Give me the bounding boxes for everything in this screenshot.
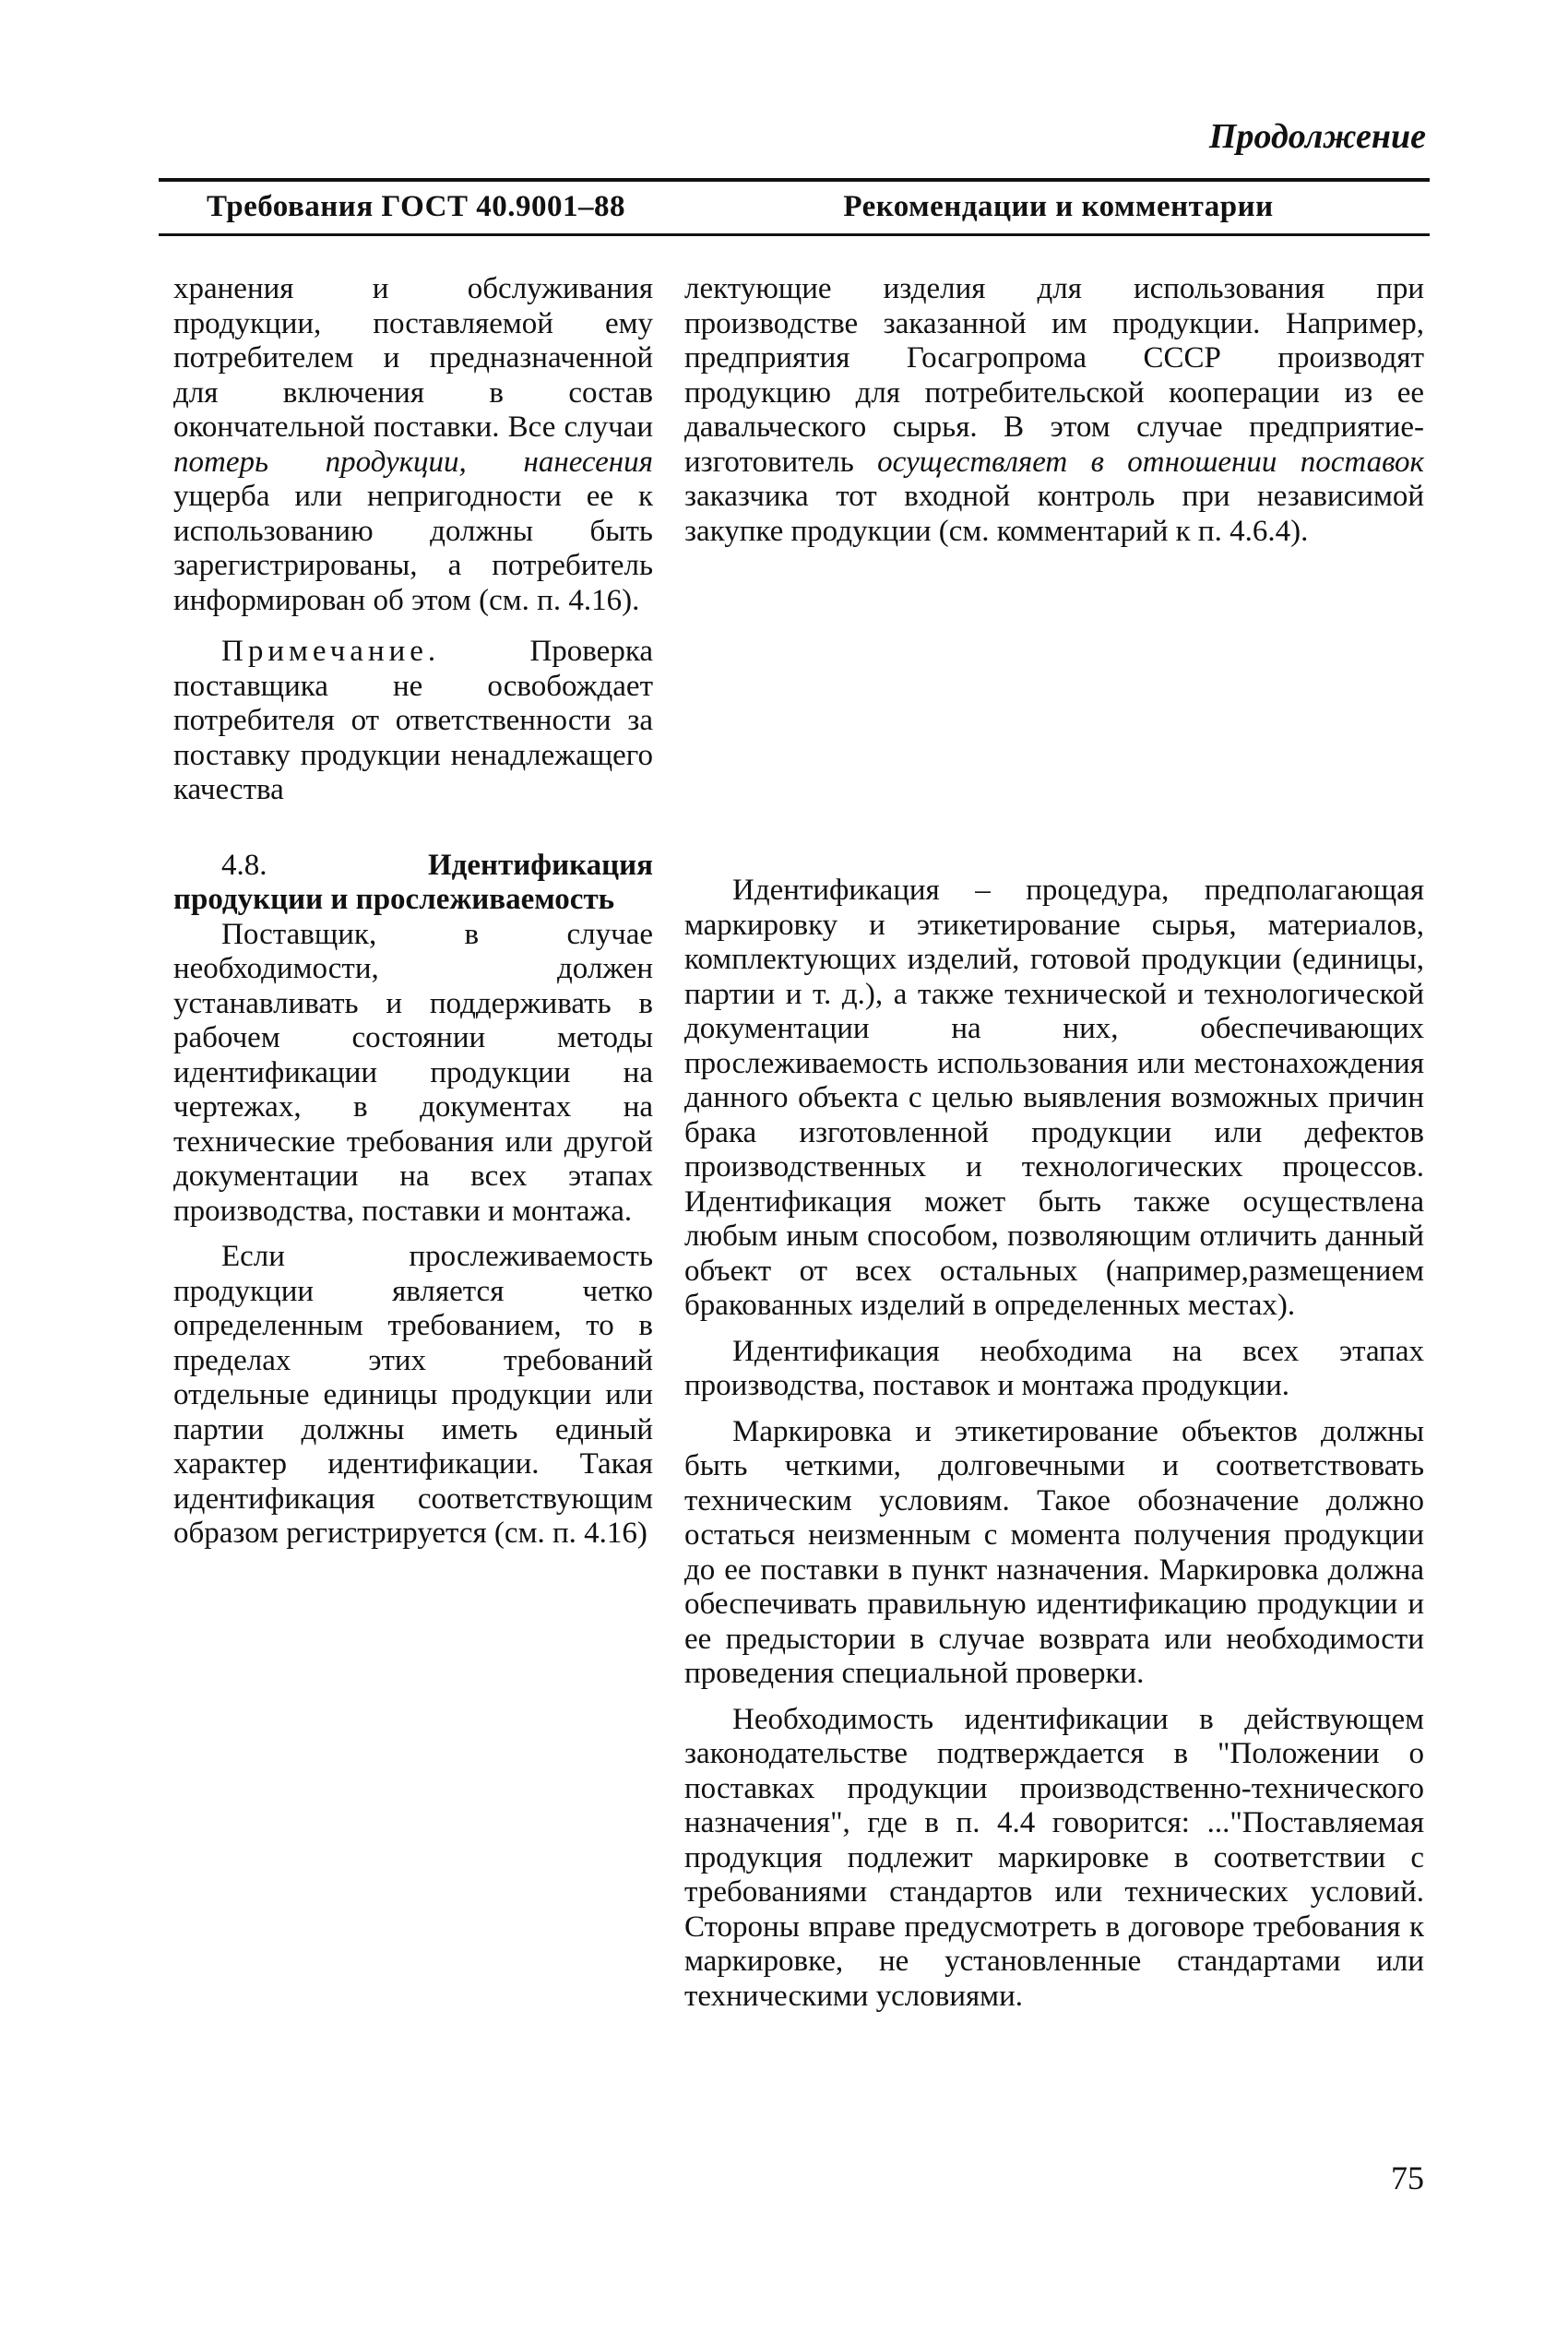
left-paragraph-2: Поставщик, в случае необходимости, должен устанавливать и поддерживать в рабочем состоянии методы идентификации продукции на чертежах, в документах на технические требования или другой документации на всех этапах производства, поставки и монтажа. — [173, 917, 653, 1228]
column-spacer — [684, 549, 1424, 874]
right-paragraph-2: Идентификация – процедура, предполагающая маркировку и этикетирование сырья, материалов, комплектующих изделий, готовой продукции (единицы, партии и т. д.), а также технической и технологической документации на них, обеспечивающих прослеживаемость использования или местонахождения данного объекта с целью выявления возможных причин брака изготовленной продукции или дефектов производственных и технологических процессов. Идентификация может быть также осуществлена любым иным способом, позволяющим отличить данный объект от всех остальных (например,размещением бракованных изделий в определенных местах). — [684, 874, 1424, 1322]
right-column-title: Рекомендации и комментарии — [843, 190, 1274, 223]
left-column-title: Требования ГОСТ 40.9001–88 — [206, 190, 626, 223]
page-number: 75 — [1391, 2159, 1424, 2196]
comments-column — [684, 272, 1424, 2014]
left-paragraph-1-italic: потерь продукции, нанесения — [173, 445, 653, 479]
right-paragraph-4: Маркировка и этикетирование объектов должны быть четкими, долговечными и соответствовать техническим условиям. Такое обозначение должно остаться неизменным с момента получения продукции до ее поставки в пункт назначения. Маркировка должна обеспечивать правильную идентификацию продукции и ее предыстории в случае возврата или необходимости проведения специальной проверки. — [684, 1414, 1424, 1690]
note-text: Проверка поставщика не освобождает потребителя от ответственности за поставку продукции ненадлежащего качества — [173, 635, 653, 806]
header-bottom-rule — [159, 233, 1430, 236]
section-title: Идентификация продукции и прослеживаемость — [173, 848, 653, 916]
requirements-column — [173, 272, 653, 1552]
section-heading — [173, 849, 653, 918]
right-paragraph-3: Идентификация необходима на всех этапах производства, поставок и монтажа продукции. — [684, 1334, 1424, 1402]
section-number: 4.8. — [221, 848, 428, 882]
table-top-rule — [159, 178, 1430, 182]
right-paragraph-1-italic: осуществляет в отношении поставок — [877, 445, 1424, 479]
right-paragraph-5: Необходимость идентификации в действующем законодательстве подтверждается в "Положении о поставках продукции производственно-технического назначения", где в п. 4.4 говорится: ..."Поставляемая продукция подлежит маркировке в соответствии с требованиями стандартов или технических условий. Стороны вправе предусмотреть в договоре требования к маркировке, не установленные стандартами или техническими условиями. — [684, 1702, 1424, 2013]
continuation-label: Продолжение — [1208, 117, 1426, 156]
left-paragraph-1: хранения и обслуживания продукции, поставляемой ему потребителем и предназначенной для включения в состав окончательной поставки. Все случаи потерь продукции, нанесения ущерба или непригодности ее к использованию должны быть зарегистрированы, а потребитель информирован об этом (см. п. 4.16). — [173, 272, 653, 617]
note-paragraph — [173, 635, 653, 808]
note-label: Примечание. — [221, 635, 441, 668]
right-paragraph-1: лектующие изделия для использования при производстве заказанной им продукции. Например, предприятия Госагропрома СССР производят продукцию для потребительской кооперации из ее давальческого сырья. В этом случае предприятие-изготовитель осуществляет в отношении поставок заказчика тот входной контроль при независимой закупке продукции (см. комментарий к п. 4.6.4). — [684, 272, 1424, 548]
left-paragraph-3: Если прослеживаемость продукции является четко определенным требованием, то в пределах этих требований отдельные единицы продукции или партии должны иметь единый характер идентификации. Такая идентификация соответствующим образом регистрируется (см. п. 4.16) — [173, 1240, 653, 1550]
